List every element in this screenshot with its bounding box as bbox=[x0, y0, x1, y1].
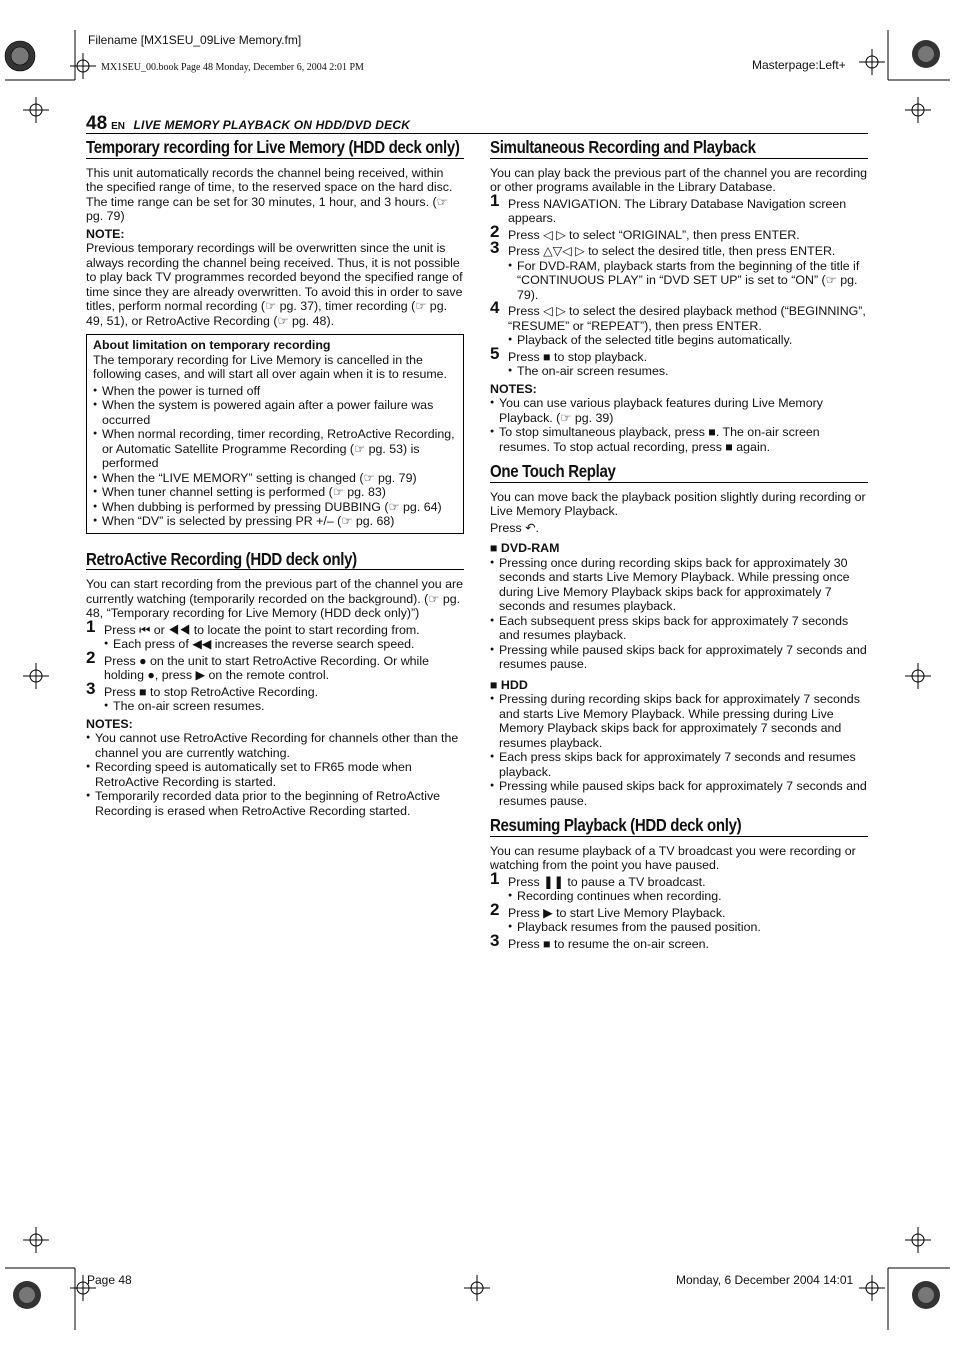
list-item: ● Each press skips back for approximately 7 seconds and resumes playback. bbox=[490, 750, 868, 779]
box-intro: The temporary recording for Live Memory is cancelled in the following cases, and will start all over again when it is to resume. bbox=[93, 352, 447, 381]
list-item: ● When the system is powered again after a power failure was occurred bbox=[93, 398, 457, 427]
list-item: ● When normal recording, timer recording, RetroActive Recording, or Automatic Satellite Programme Recording (☞ pg. 53) is performed bbox=[93, 427, 457, 471]
list-item: ● When tuner channel setting is performed (☞ pg. 83) bbox=[93, 485, 457, 500]
dvd-ram-list bbox=[490, 556, 868, 672]
color-bar-rosette-top-left bbox=[5, 41, 35, 71]
paragraph: You can play back the previous part of the channel you are recording or other programs available in the Library Database. bbox=[490, 165, 868, 194]
list-item: ● Playback of the selected title begins automatically. bbox=[508, 333, 868, 348]
notes-list bbox=[490, 396, 868, 454]
book-info: MX1SEU_00.book Page 48 Monday, December 6, 2004 2:01 PM bbox=[101, 62, 364, 73]
list-item: ● Each press of ◀◀ increases the reverse search speed. bbox=[104, 637, 464, 652]
step: 2 Press ▶ to start Live Memory Playback. ● Playback resumes from the paused position. bbox=[490, 906, 868, 935]
step: 2 Press ◁ ▷ to select “ORIGINAL”, then press ENTER. bbox=[490, 221, 800, 242]
notes-label: NOTES: bbox=[86, 716, 133, 731]
list-item: ● When dubbing is performed by pressing DUBBING (☞ pg. 64) bbox=[93, 500, 457, 515]
right-column bbox=[490, 137, 868, 951]
footer-date: Monday, 6 December 2004 14:01 bbox=[676, 1273, 854, 1287]
heading-simultaneous: Simultaneous Recording and Playback bbox=[490, 137, 756, 157]
list-item: ● To stop simultaneous playback, press ■. The on-air screen resumes. To stop actual recording, press ■ again. bbox=[490, 425, 868, 454]
color-bar-rosette-top-right bbox=[912, 40, 940, 68]
running-title: LIVE MEMORY PLAYBACK ON HDD/DVD DECK bbox=[133, 118, 411, 132]
step: 2 Press ● on the unit to start RetroActive Recording. Or while holding ●, press ▶ on the remote control. bbox=[86, 647, 429, 682]
page-header bbox=[86, 113, 868, 134]
list-item: ● When “DV” is selected by pressing PR +/– (☞ pg. 68) bbox=[93, 514, 457, 529]
notes-list bbox=[86, 731, 464, 818]
step: 1 Press ❚❚ to pause a TV broadcast. ● Recording continues when recording. bbox=[490, 875, 868, 904]
limitation-box bbox=[86, 334, 464, 534]
list-item: ● The on-air screen resumes. bbox=[104, 699, 464, 714]
list-item: ● Pressing once during recording skips back for approximately 30 seconds and starts Live Memory Playback. While pressing once during Live Memory Playback skips back for approximately 7 seconds and resumes playback. bbox=[490, 556, 868, 614]
note-label: NOTE: bbox=[86, 226, 125, 241]
list-item: ● Pressing during recording skips back for approximately 7 seconds and starts Live Memory Playback. While pressing during Live Memory Playback skips back for approximately 7 seconds and resumes playback. bbox=[490, 692, 868, 750]
step: 3 Press ■ to stop RetroActive Recording. ● The on-air screen resumes. bbox=[86, 685, 464, 714]
paragraph: This unit automatically records the channel being received, within the specified range of time, to the reserved space on the hard disc. The time range can be set for 30 minutes, 1 hour, and 3 hours. (☞ pg. 79) bbox=[86, 165, 453, 223]
list-item: ● Pressing while paused skips back for approximately 7 seconds and resumes pause. bbox=[490, 779, 868, 808]
step: 5 Press ■ to stop playback. ● The on-air screen resumes. bbox=[490, 350, 868, 379]
note-text: Previous temporary recordings will be overwritten since the unit is always recording the channel being received. Thus, it is not possible to play back TV programmes recorded beyond the specified range of time since they are already overwritten. To avoid this in order to save titles, perform normal recording (☞ pg. 37), timer recording (☞ pg. 49, 51), or RetroActive Recording (☞ pg. 48). bbox=[86, 241, 463, 328]
step: 3 Press ■ to resume the on-air screen. bbox=[490, 930, 709, 951]
step: 4 Press ◁ ▷ to select the desired playback method (“BEGINNING”, “RESUME” or “REPEAT”), then press ENTER. ● Playback of the selected title begins automatically. bbox=[490, 304, 868, 348]
paragraph: You can move back the playback position slightly during recording or Live Memory Playback. bbox=[490, 489, 866, 518]
list-item: ● When the power is turned off bbox=[93, 384, 457, 399]
heading-retroactive-recording: RetroActive Recording (HDD deck only) bbox=[86, 548, 357, 569]
left-column bbox=[86, 137, 464, 818]
box-title: About limitation on temporary recording bbox=[93, 338, 331, 352]
list-item: ● The on-air screen resumes. bbox=[508, 364, 868, 379]
step: 1 Press NAVIGATION. The Library Database Navigation screen appears. bbox=[490, 190, 847, 225]
list-item: ● You can use various playback features during Live Memory Playback. (☞ pg. 39) bbox=[490, 396, 868, 425]
filename-label: Filename [MX1SEU_09Live Memory.fm] bbox=[88, 33, 302, 47]
list-item: ● Recording continues when recording. bbox=[508, 889, 868, 904]
step: 1 Press ⏮ or ◀◀ to locate the point to start recording from. ● Each press of ◀◀ increases the reverse search speed. bbox=[86, 623, 464, 652]
paragraph: You can start recording from the previous part of the channel you are currently watching (temporarily recorded on the background). (☞ pg. 48, “Temporary recording for Live Memory (HDD deck only)”) bbox=[86, 577, 463, 620]
color-bar-rosette-bottom-right bbox=[912, 1281, 940, 1309]
list-item: ● You cannot use RetroActive Recording for channels other than the channel you are currently watching. bbox=[86, 731, 464, 760]
notes-label: NOTES: bbox=[490, 381, 537, 396]
heading-resuming-playback: Resuming Playback (HDD deck only) bbox=[490, 815, 742, 835]
list-item: ● When the “LIVE MEMORY” setting is changed (☞ pg. 79) bbox=[93, 471, 457, 486]
hdd-list bbox=[490, 692, 868, 808]
step: 3 Press △▽◁ ▷ to select the desired title, then press ENTER. ● For DVD-RAM, playback starts from the beginning of the title if “CONTINUOUS PLAY” in “DVD SET UP” is set to “ON” (☞ pg. 79). bbox=[490, 244, 868, 302]
paragraph: You can resume playback of a TV broadcast you were recording or watching from the point you have paused. bbox=[490, 843, 856, 872]
list-item: ● Recording speed is automatically set to FR65 mode when RetroActive Recording is started. bbox=[86, 760, 464, 789]
box-list bbox=[93, 384, 457, 529]
heading-temporary-recording: Temporary recording for Live Memory (HDD deck only) bbox=[86, 137, 460, 157]
footer-page: Page 48 bbox=[87, 1273, 132, 1287]
list-item: ● For DVD-RAM, playback starts from the beginning of the title if “CONTINUOUS PLAY” in “DVD SET UP” is set to “ON” (☞ pg. 79). bbox=[508, 259, 868, 303]
page-number: 48 EN bbox=[86, 113, 126, 134]
press-replay: Press ↶. bbox=[490, 520, 539, 535]
dvd-ram-label: ■ DVD-RAM bbox=[490, 541, 560, 555]
color-bar-rosette-bottom-left bbox=[13, 1281, 41, 1309]
list-item: ● Each subsequent press skips back for approximately 7 seconds and resumes playback. bbox=[490, 614, 868, 643]
list-item: ● Playback resumes from the paused position. bbox=[508, 920, 868, 935]
masterpage-label: Masterpage:Left+ bbox=[752, 58, 846, 72]
heading-one-touch-replay: One Touch Replay bbox=[490, 461, 616, 481]
list-item: ● Temporarily recorded data prior to the beginning of RetroActive Recording is erased when RetroActive Recording started. bbox=[86, 789, 464, 818]
list-item: ● Pressing while paused skips back for approximately 7 seconds and resumes pause. bbox=[490, 643, 868, 672]
hdd-label: ■ HDD bbox=[490, 677, 528, 692]
